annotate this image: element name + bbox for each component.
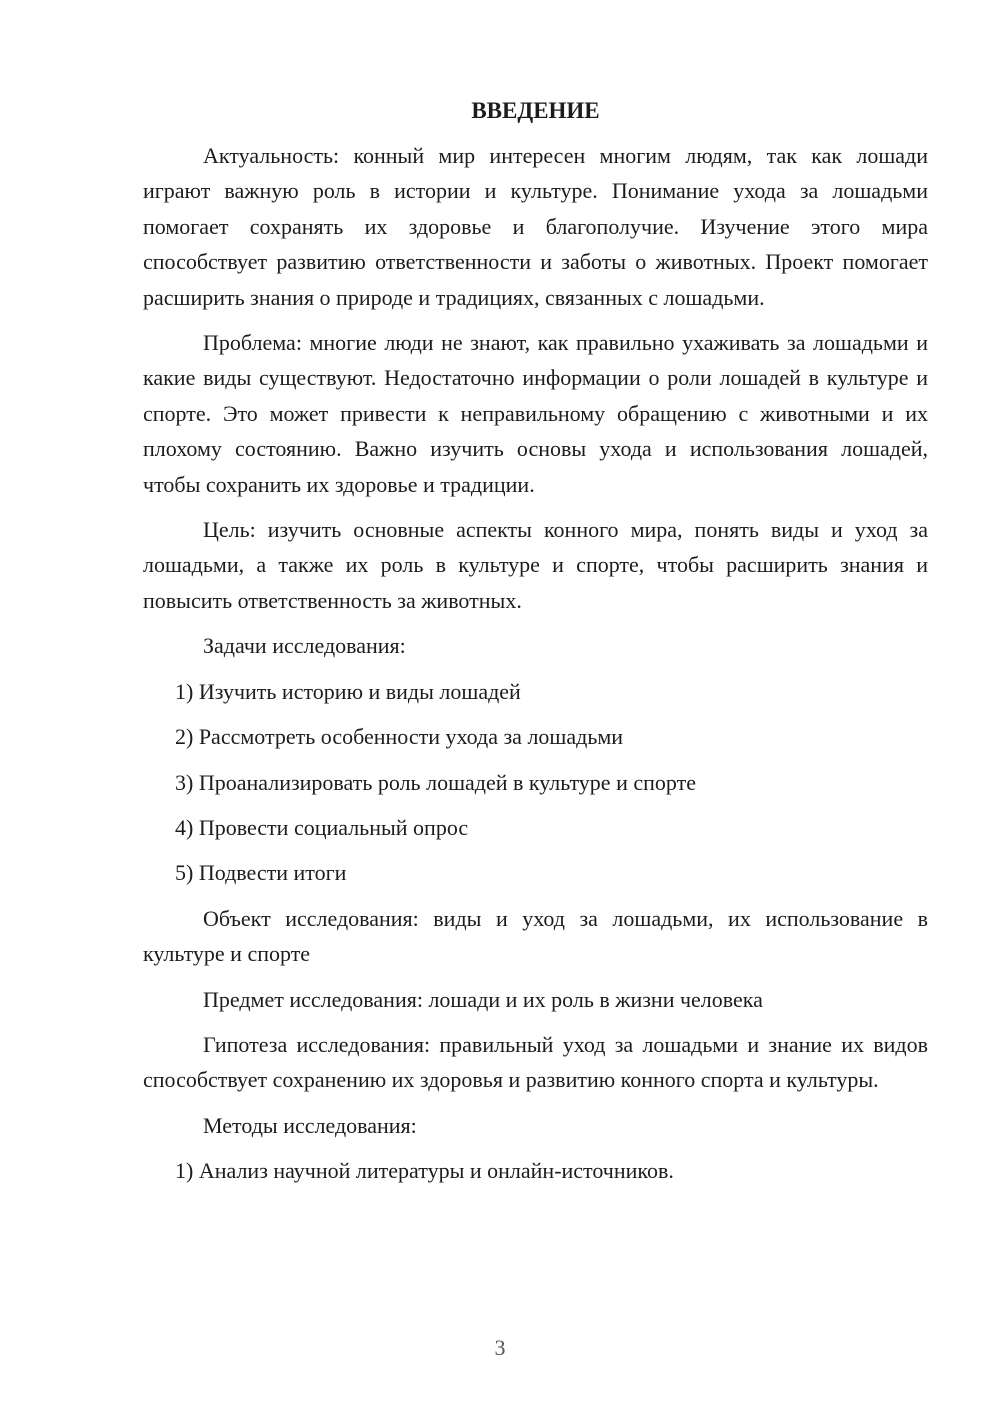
- hypothesis-paragraph: Гипотеза исследования: правильный уход за лошадьми и знание их видов способствует сохранению их здоровья и развитию конного спорта и культуры.: [143, 1031, 928, 1093]
- relevance-paragraph: Актуальность: конный мир интересен многим людям, так как лошади играют важную роль в истории и культуре. Понимание ухода за лошадьми помогает сохранять их здоровье и благополучие. Изучение этого мира способствует развитию ответственности и заботы о животных. Проект помогает расширить знания о природе и традициях, связанных с лошадьми.: [143, 143, 928, 310]
- task-item-3: 3) Проанализировать роль лошадей в культуре и спорте: [175, 769, 696, 795]
- section-title: ВВЕДЕНИЕ: [471, 98, 600, 123]
- page-content: [143, 93, 928, 1199]
- tasks-heading: Задачи исследования:: [203, 633, 406, 659]
- object-paragraph: Объект исследования: виды и уход за лошадьми, их использование в культуре и спорте: [143, 905, 928, 967]
- page-number: 3: [494, 1335, 506, 1360]
- method-item-1: 1) Анализ научной литературы и онлайн-источников.: [175, 1158, 674, 1184]
- task-item-2: 2) Рассмотреть особенности ухода за лошадьми: [175, 724, 624, 750]
- task-item-5: 5) Подвести итоги: [175, 860, 347, 886]
- problem-paragraph: Проблема: многие люди не знают, как правильно ухаживать за лошадьми и какие виды существуют. Недостаточно информации о роли лошадей в культуре и спорте. Это может привести к неправильному обращению с животными и их плохому состоянию. Важно изучить основы ухода и использования лошадей, чтобы сохранить их здоровье и традиции.: [143, 330, 928, 497]
- goal-paragraph: Цель: изучить основные аспекты конного мира, понять виды и уход за лошадьми, а также их роль в культуре и спорте, чтобы расширить знания и повысить ответственность за животных.: [143, 517, 928, 613]
- methods-heading: Методы исследования:: [203, 1112, 417, 1138]
- task-item-4: 4) Провести социальный опрос: [175, 814, 469, 840]
- subject-paragraph: Предмет исследования: лошади и их роль в жизни человека: [203, 986, 763, 1012]
- task-item-1: 1) Изучить историю и виды лошадей: [175, 678, 521, 704]
